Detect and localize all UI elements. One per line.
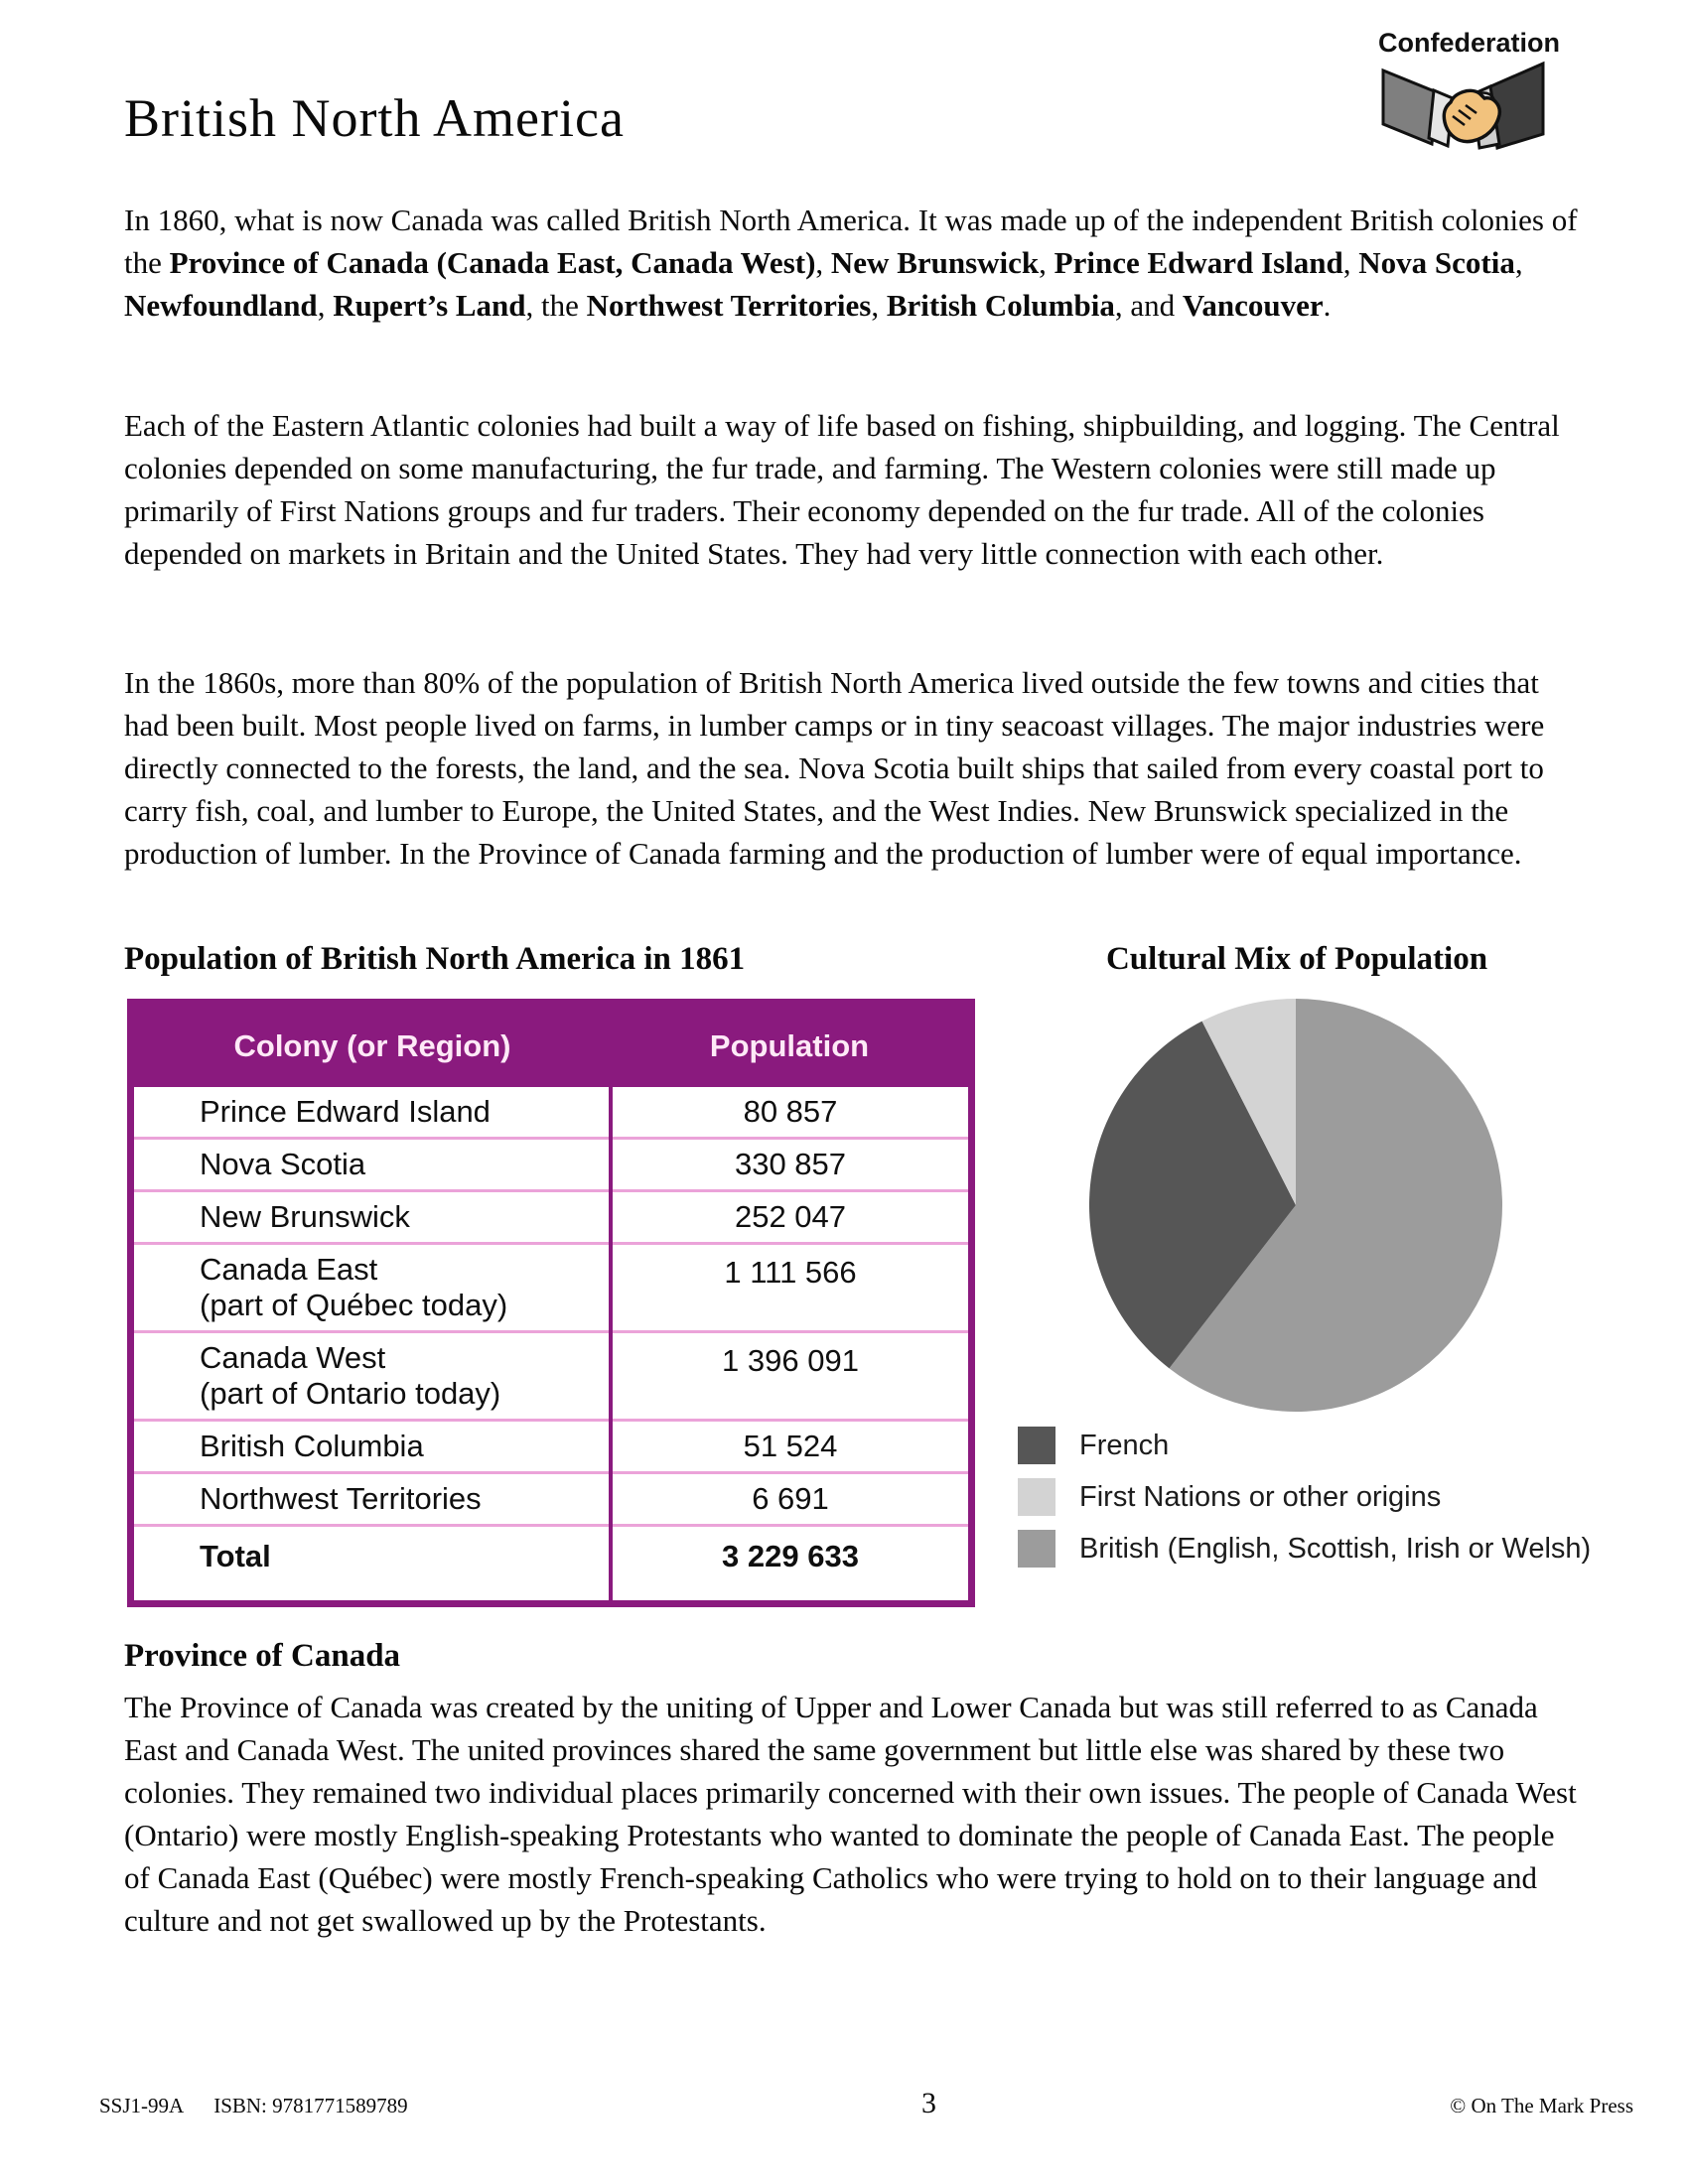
colony-name: Prince Edward Island xyxy=(200,1094,491,1129)
colony-name: New Brunswick xyxy=(200,1199,410,1234)
population-value: 252 047 xyxy=(611,1191,968,1244)
population-value: 51 524 xyxy=(611,1421,968,1473)
province-of-canada-heading: Province of Canada xyxy=(124,1638,401,1674)
colony-subnote: (part of Québec today) xyxy=(200,1288,508,1322)
handshake-icon xyxy=(1381,61,1545,158)
page-title: British North America xyxy=(124,88,625,148)
colony-subnote: (part of Ontario today) xyxy=(200,1376,501,1411)
intro-paragraph: In 1860, what is now Canada was called British North America. It was made up of the independent British colonies of the Province of Canada (Canada East, Canada West), New Brunswick, Prince Edward Island, Nova Scotia, Newfoundland, Rupert’s Land, the Northwest Territories, British Columbia, and Vancouver. xyxy=(124,203,1578,323)
colony-name: Canada West xyxy=(200,1340,386,1375)
colony-name: Nova Scotia xyxy=(200,1147,366,1181)
table-total-row xyxy=(134,1526,968,1601)
table-row xyxy=(134,1191,968,1244)
confederation-logo xyxy=(1378,28,1561,158)
isbn: ISBN: 9781771589789 xyxy=(213,2094,408,2117)
population-value: 1 111 566 xyxy=(611,1244,968,1332)
product-code: SSJ1-99A xyxy=(99,2094,185,2117)
table-row xyxy=(134,1473,968,1526)
page-footer xyxy=(99,2087,1633,2120)
colonies-economy-paragraph: Each of the Eastern Atlantic colonies had built a way of life based on fishing, shipbuilding, and logging. The Central colonies depended on some manufacturing, the fur trade, and farming. The Western colonies were still made up primarily of First Nations groups and fur traders. Their economy depended on the fur trade. All of the colonies depended on markets in Britain and the United States. They had very little connection with each other. xyxy=(124,408,1560,571)
colony-name: Canada East xyxy=(200,1252,378,1287)
legend-item-first-nations xyxy=(1018,1477,1591,1517)
legend-label: First Nations or other origins xyxy=(1079,1480,1442,1513)
total-label: Total xyxy=(200,1539,271,1573)
copyright: © On The Mark Press xyxy=(1450,2094,1633,2117)
confederation-logo-label: Confederation xyxy=(1378,28,1561,58)
table-header-row xyxy=(134,1006,968,1087)
table-row xyxy=(134,1139,968,1191)
population-table-title: Population of British North America in 1861 xyxy=(124,941,746,977)
legend-item-french xyxy=(1018,1426,1591,1465)
table-row xyxy=(134,1421,968,1473)
population-value: 6 691 xyxy=(611,1473,968,1526)
legend-label: British (English, Scottish, Irish or Welsh) xyxy=(1079,1532,1592,1565)
population-value: 330 857 xyxy=(611,1139,968,1191)
population-table xyxy=(127,999,975,1607)
column-header-population: Population xyxy=(611,1006,968,1087)
population-value: 80 857 xyxy=(743,1094,838,1129)
legend-item-british xyxy=(1018,1529,1591,1569)
population-value: 1 396 091 xyxy=(611,1332,968,1421)
total-value: 3 229 633 xyxy=(611,1526,968,1601)
first-nations-swatch-icon xyxy=(1018,1478,1055,1516)
population-industries-paragraph: In the 1860s, more than 80% of the population of British North America lived outside the few towns and cities that had been built. Most people lived on farms, in lumber camps or in tiny seacoast villages. The major industries were directly connected to the forests, the land, and the sea. Nova Scotia built ships that sailed from every coastal port to carry fish, coal, and lumber to Europe, the United States, and the West Indies. New Brunswick specialized in the production of lumber. In the Province of Canada farming and the production of lumber were of equal importance. xyxy=(124,665,1545,871)
column-header-colony: Colony (or Region) xyxy=(134,1006,611,1087)
french-swatch-icon xyxy=(1018,1427,1055,1464)
colony-name: British Columbia xyxy=(200,1429,424,1463)
pie-chart-legend xyxy=(1018,1426,1591,1580)
table-row xyxy=(134,1087,968,1139)
cultural-mix-pie-chart xyxy=(1087,997,1504,1414)
british-swatch-icon xyxy=(1018,1530,1055,1568)
table-row xyxy=(134,1244,968,1332)
colony-name: Northwest Territories xyxy=(200,1481,482,1516)
pie-chart-title: Cultural Mix of Population xyxy=(1105,941,1488,977)
table-row xyxy=(134,1332,968,1421)
legend-label: French xyxy=(1079,1429,1170,1461)
province-of-canada-paragraph: The Province of Canada was created by the uniting of Upper and Lower Canada but was still referred to as Canada East and Canada West. The united provinces shared the same government but little else was shared by these two colonies. They remained two individual places primarily concerned with their own issues. The people of Canada West (Ontario) were mostly English-speaking Protestants who wanted to dominate the people of Canada East. The people of Canada East (Québec) were mostly French-speaking Catholics who were trying to hold on to their language and culture and not get swallowed up by the Protestants. xyxy=(124,1690,1577,1938)
page-number: 3 xyxy=(920,2087,936,2119)
